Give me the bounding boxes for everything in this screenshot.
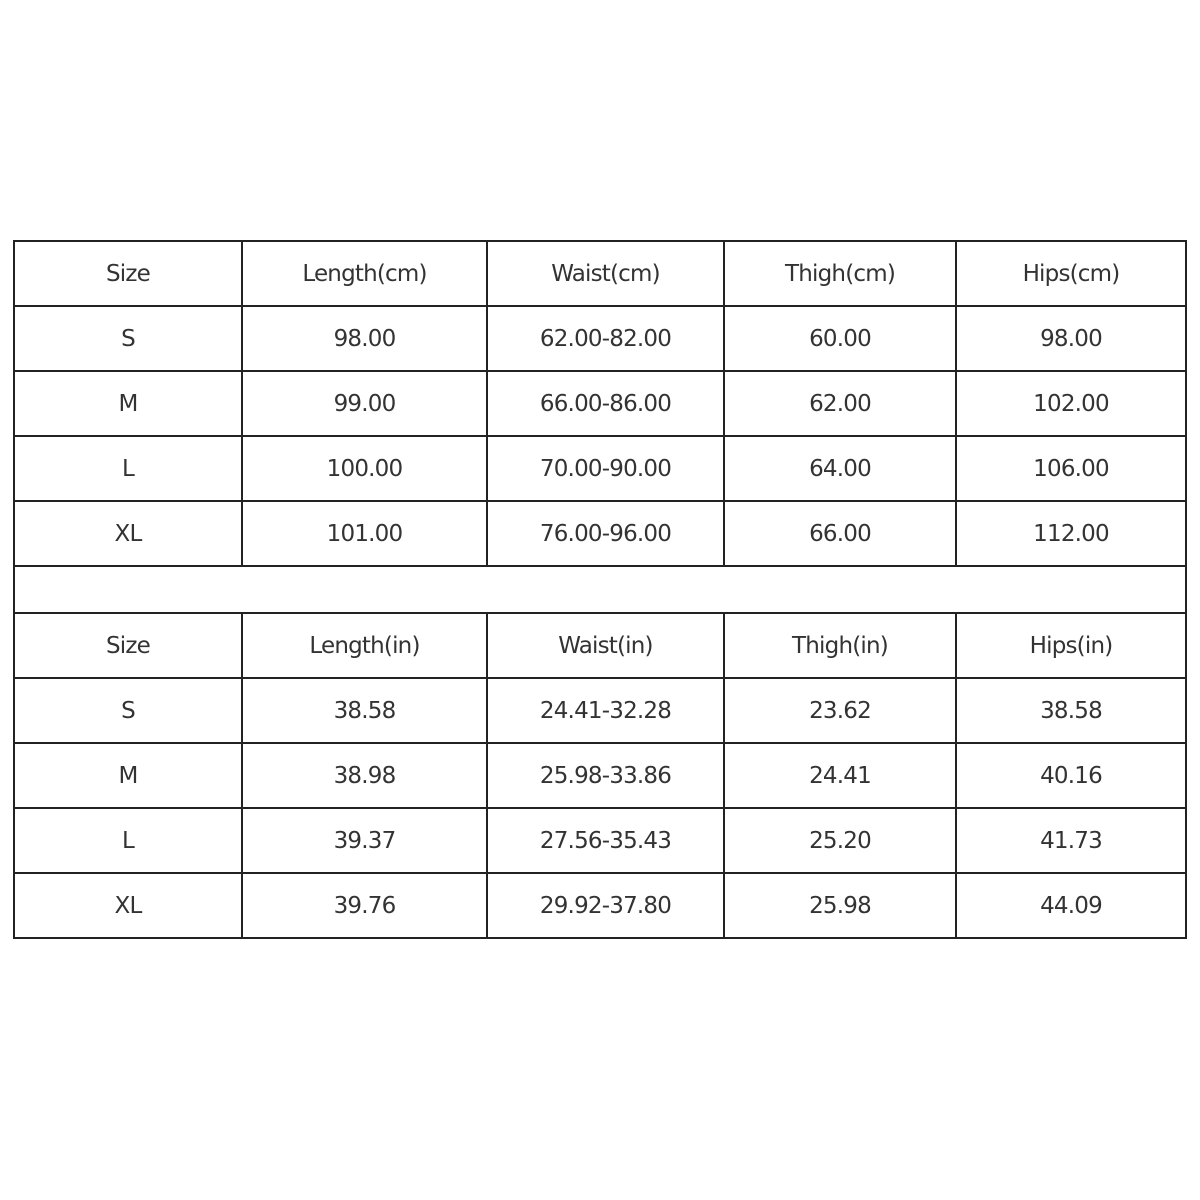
table-cell: 27.56-35.43	[487, 808, 724, 873]
column-header: Hips(cm)	[956, 241, 1186, 306]
table-cell: 98.00	[956, 306, 1186, 371]
table-row	[14, 873, 1186, 938]
table-cell: L	[14, 436, 242, 501]
table-cell: 29.92-37.80	[487, 873, 724, 938]
table-cell: M	[14, 371, 242, 436]
table-cell: 40.16	[956, 743, 1186, 808]
column-header: Hips(in)	[956, 613, 1186, 678]
table-row	[14, 371, 1186, 436]
table-cell: 66.00-86.00	[487, 371, 724, 436]
spacer-cell	[14, 566, 1186, 613]
table-cell: M	[14, 743, 242, 808]
spacer-row	[14, 566, 1186, 613]
table-cell: 98.00	[242, 306, 487, 371]
table-cell: 25.20	[724, 808, 956, 873]
table-cell: 44.09	[956, 873, 1186, 938]
table-cell: 25.98-33.86	[487, 743, 724, 808]
table-cell: 106.00	[956, 436, 1186, 501]
column-header: Waist(in)	[487, 613, 724, 678]
table-cell: L	[14, 808, 242, 873]
table-cell: 23.62	[724, 678, 956, 743]
column-header: Thigh(cm)	[724, 241, 956, 306]
table-cell: 38.58	[956, 678, 1186, 743]
table-cell: 39.76	[242, 873, 487, 938]
table-cell: XL	[14, 873, 242, 938]
header-row	[14, 613, 1186, 678]
header-row	[14, 241, 1186, 306]
table-cell: 39.37	[242, 808, 487, 873]
table-cell: 60.00	[724, 306, 956, 371]
table-cell: 25.98	[724, 873, 956, 938]
size-chart-table	[13, 240, 1187, 939]
table-cell: 64.00	[724, 436, 956, 501]
table-cell: 24.41	[724, 743, 956, 808]
table-row	[14, 436, 1186, 501]
column-header: Size	[14, 613, 242, 678]
table-cell: 76.00-96.00	[487, 501, 724, 566]
table-cell: 38.98	[242, 743, 487, 808]
table-row	[14, 743, 1186, 808]
table-cell: S	[14, 306, 242, 371]
table-cell: 112.00	[956, 501, 1186, 566]
table-cell: 102.00	[956, 371, 1186, 436]
column-header: Waist(cm)	[487, 241, 724, 306]
table-row	[14, 306, 1186, 371]
table-cell: 99.00	[242, 371, 487, 436]
table-cell: 100.00	[242, 436, 487, 501]
column-header: Size	[14, 241, 242, 306]
table-cell: 62.00-82.00	[487, 306, 724, 371]
table-row	[14, 501, 1186, 566]
table-cell: XL	[14, 501, 242, 566]
table-cell: 70.00-90.00	[487, 436, 724, 501]
column-header: Length(cm)	[242, 241, 487, 306]
table-cell: S	[14, 678, 242, 743]
column-header: Length(in)	[242, 613, 487, 678]
table-cell: 41.73	[956, 808, 1186, 873]
table-cell: 38.58	[242, 678, 487, 743]
table-cell: 101.00	[242, 501, 487, 566]
table-cell: 24.41-32.28	[487, 678, 724, 743]
table-cell: 66.00	[724, 501, 956, 566]
column-header: Thigh(in)	[724, 613, 956, 678]
table-cell: 62.00	[724, 371, 956, 436]
table-row	[14, 808, 1186, 873]
table-row	[14, 678, 1186, 743]
